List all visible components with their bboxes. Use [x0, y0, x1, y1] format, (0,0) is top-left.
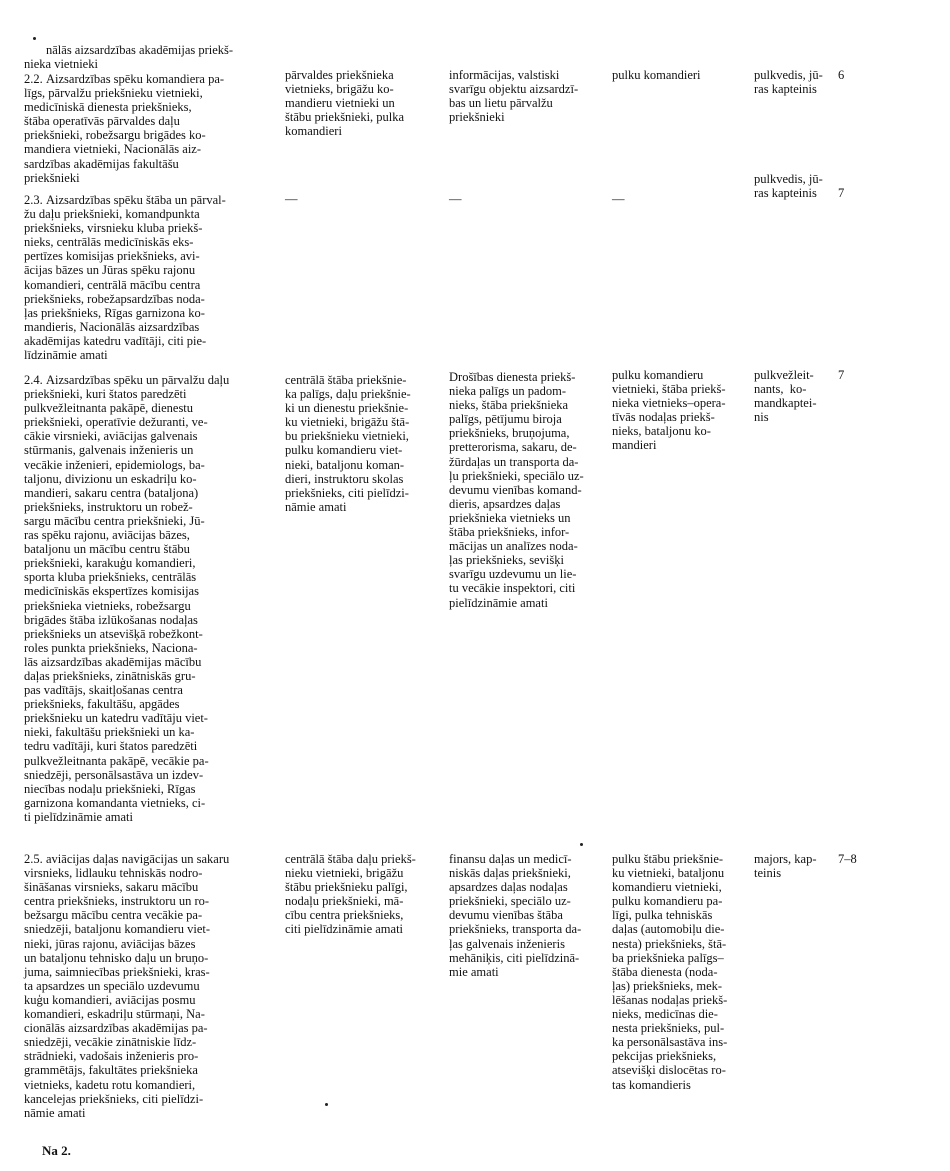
row-2-2-col2: pārvaldes priekšnieka vietnieks, brigāžu ko- mandieru vietnieki un štābu priekšnieki, pulka komandieri [285, 68, 405, 139]
row-2-2-position [24, 72, 224, 185]
row-2-4-number: 2.4. [24, 373, 43, 387]
row-2-4-col3: Drošības dienesta priekš- nieka palīgs un padom- nieks, štāba priekšnieka palīgs, pētījumu biroja priekšnieks, bruņojuma, pretterorisma, sakaru, de- žūrdaļas un transporta da- ļu priekšnieki, speciālo uz- devumu vienības komand- dieris, apsardzes daļas priekšnieka vietnieks un štāba priekšnieks, infor- mācijas un analīzes noda- ļas priekšnieks, sevišķi svarīgu uzdevumu un lie- tu vecākie inspektori, citi pielīdzināmie amati [449, 370, 584, 610]
row-2-2-col5: pulkvedis, jū- ras kapteinis [754, 68, 823, 97]
row-2-5-position [24, 852, 229, 1120]
row-2-3-position-text: Aizsardzības spēku štāba un pārval- žu daļu priekšnieki, komandpunkta priekšnieks, virsnieku kluba priekš- nieks, centrālās medicīniskās eks- pertīzes komisijas priekšnieks, avi- ācijas bāzes un Jūras spēku rajonu komandieri, centrālā mācību centra priekšnieks, robežapsardzības noda- ļas priekšnieks, Rīgas garnizona ko- mandieris, Nacionālās aizsardzības akadēmijas katedru vadītāji, citi pie- līdzināmie amati [24, 193, 226, 363]
row-2-3-number: 2.3. [24, 193, 43, 207]
row-2-5-col2: centrālā štāba daļu priekš- nieku vietnieki, brigāžu štābu priekšnieku palīgi, nodaļu priekšnieki, mā- cību centra priekšnieks, citi pielīdzināmie amati [285, 852, 416, 937]
page-footer: Na 2. [42, 1143, 71, 1158]
scan-speck [325, 1103, 328, 1106]
row-2-2-col3: informācijas, valstiski svarīgu objektu aizsardzī- bas un lietu pārvalžu priekšnieki [449, 68, 579, 125]
row-2-2-grade: 6 [838, 68, 845, 82]
row-2-3-col4: — [612, 192, 625, 206]
row-2-2-number: 2.2. [24, 72, 43, 86]
row-2-5-number: 2.5. [24, 852, 43, 866]
scan-speck [33, 37, 36, 40]
row-2-2-col4: pulku komandieri [612, 68, 701, 82]
row-2-4-col2: centrālā štāba priekšnie- ka palīgs, daļu priekšnie- ki un dienestu priekšnie- ku vietnieki, brigāžu štā- bu priekšnieku vietnieki, pulku komandieru viet- nieki, bataljonu koman- dieri, instruktoru skolas priekšnieks, citi pielīdzi- nāmie amati [285, 373, 411, 514]
row-2-5-col3: finansu daļas un medicī- niskās daļas priekšnieki, apsardzes daļas nodaļas priekšnieki, speciālo uz- devumu vienības štāba priekšnieks, transporta da- ļas galvenais inženieris mehāniķis, citi pielīdzinā- mie amati [449, 852, 582, 979]
row-2-4-col4: pulku komandieru vietnieki, štāba priekš- nieka vietnieks–opera- tīvās nodaļas priekš- nieks, bataljonu ko- mandieri [612, 368, 726, 453]
row-2-3-position [24, 193, 226, 362]
row-2-3-grade: 7 [838, 186, 845, 200]
row-2-4-position-text: Aizsardzības spēku un pārvalžu daļu priekšnieki, kuri štatos paredzēti pulkvežleitnanta pakāpē, dienestu priekšnieki, operatīvie dežuranti, ve- cākie virsnieki, aviācijas galvenais stūrmanis, galvenais inženieris un vecākie inženieri, epidemiologs, ba- taljonu, divizionu un eskadriļu ko- mandieri, sakaru centra (bataljona) priekšnieks, instruktoru un robež- sargu mācību centra priekšnieki, Jū- ras spēku rajonu, aviācijas bāzes, bataljonu un mācību centru štābu priekšnieki, karakuģu komandieri, sporta kluba priekšnieks, centrālās medicīniskās ekspertīzes komisijas priekšnieka vietnieks, robežsargu brigādes štāba izlūkošanas nodaļas priekšnieks un atsevišķā robežkont- roles punkta priekšnieks, Naciona- lās aizsardzības akadēmijas mācību daļas priekšnieks, zinātniskās gru- pas vadītājs, skaitļošanas centra priekšnieks, fakultāšu, apgādes priekšnieku un katedru vadītāju viet- nieki, fakultāšu priekšnieki un ka- tedru vadītāji, kuri štatos paredzēti pulkvežleitnanta pakāpē, vecākie pa- sniedzēji, personālsastāva un izdev- niecības nodaļu priekšnieki, Rīgas garnizona komandanta vietnieks, ci- ti pielīdzināmie amati [24, 373, 230, 824]
row-2-3-col2: — [285, 192, 298, 206]
row-2-2-position-text: Aizsardzības spēku komandiera pa- līgs, pārvalžu priekšnieku vietnieki, medicīniskā dienesta priekšnieks, štāba operatīvās pārvaldes daļu priekšnieki, robežsargu brigādes ko- mandiera vietnieki, Nacionālās aiz- sardzības akadēmijas fakultāšu priekšnieki [24, 72, 225, 185]
row-0-position-text: nālās aizsardzības akadēmijas priekš- nieka vietnieki [24, 43, 234, 72]
row-0-position [24, 43, 233, 71]
row-2-4-col5: pulkvežleit- nants, ko- mandkaptei- nis [754, 368, 817, 425]
row-2-4-grade: 7 [838, 368, 845, 382]
row-2-3-col3: — [449, 192, 462, 206]
scan-speck [580, 843, 583, 846]
row-2-5-position-text: aviācijas daļas navigācijas un sakaru virsnieks, lidlauku tehniskās nodro- šināšanas virsnieks, sakaru mācību centra priekšnieks, instruktoru un ro- bežsargu mācību centra vecākie pa- sniedzēji, bataljonu komandieru viet- nieki, jūras rajonu, aviācijas bāzes un bataljonu tehnisko daļu un bruņo- juma, saimniecības priekšnieki, kras- ta apsardzes un speciālo uzdevumu kuģu komandieri, aviācijas posmu komandieri, eskadriļu stūrmaņi, Na- cionālās aizsardzības akadēmijas pa- sniedzēji, vecākie zinātniskie līdz- strādnieki, vadošais inženieris pro- grammētājs, fakultātes priekšnieka vietnieks, kadetu rotu komandieri, kancelejas priekšnieks, citi pielīdzi- nāmie amati [24, 852, 230, 1120]
row-2-3-col5: pulkvedis, jū- ras kapteinis [754, 172, 823, 201]
row-2-5-grade: 7–8 [838, 852, 857, 866]
row-2-4-position [24, 373, 229, 824]
row-2-5-col5: majors, kap- teinis [754, 852, 817, 881]
row-2-5-col4: pulku štābu priekšnie- ku vietnieki, bataljonu komandieru vietnieki, pulku komandieru pa- līgi, pulka tehniskās daļas (automobiļu die- nesta) priekšnieks, štā- ba priekšnieka palīgs– štāba dienesta (noda- ļas) priekšnieks, mek- lēšanas nodaļas priekš- nieks, medicīnas die- nesta priekšnieks, pul- ka personālsastāva ins- pekcijas priekšnieks, atsevišķi dislocētas ro- tas komandieris [612, 852, 728, 1092]
